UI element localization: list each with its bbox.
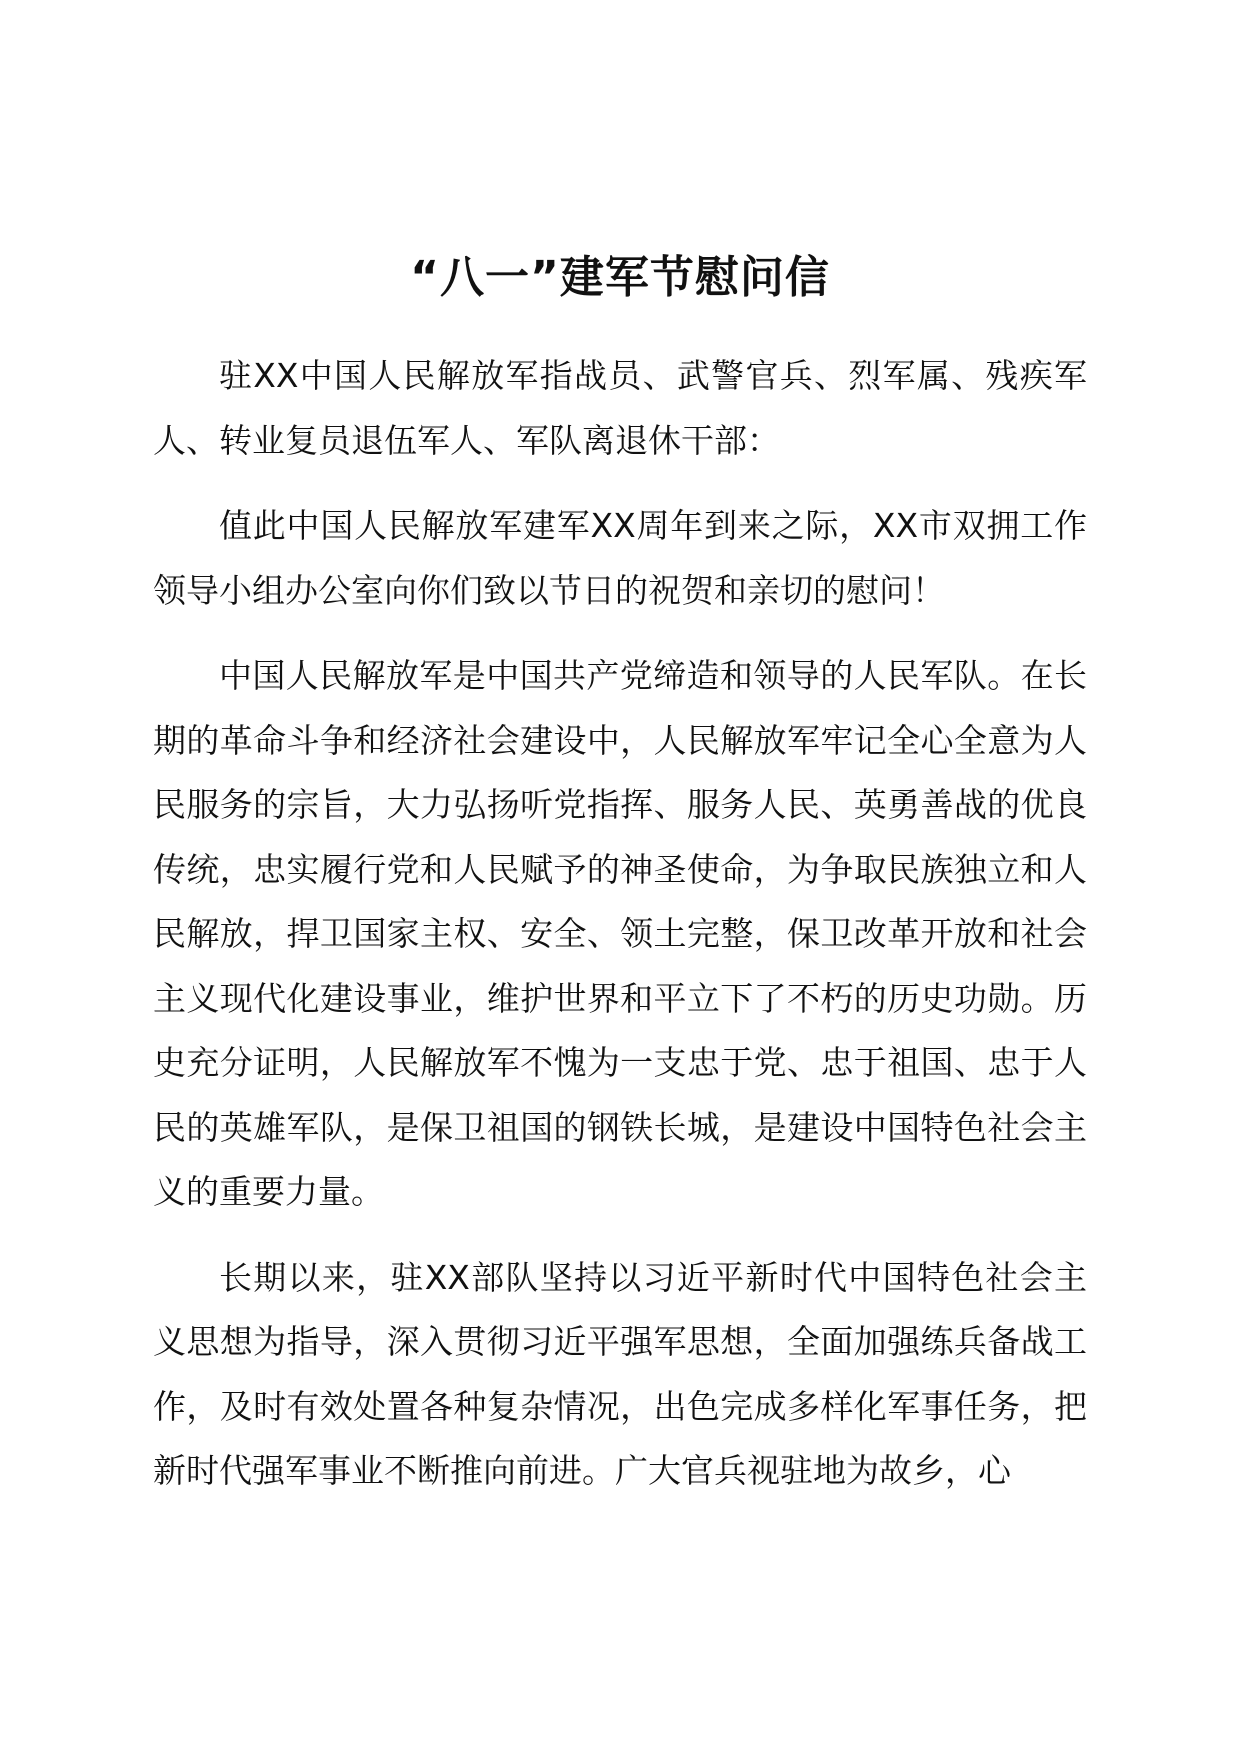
greeting-paragraph: 值此中国人民解放军建军XX周年到来之际，XX市双拥工作领导小组办公室向你们致以节日的祝贺和亲切的慰问！ xyxy=(153,506,1087,610)
letter-title: “八一”建军节慰问信 xyxy=(410,252,830,303)
letter-body xyxy=(153,344,1087,1525)
salutation-paragraph: 驻XX中国人民解放军指战员、武警官兵、烈军属、残疾军人、转业复员退伍军人、军队离退休干部： xyxy=(153,356,1087,460)
history-paragraph: 中国人民解放军是中国共产党缔造和领导的人民军队。在长期的革命斗争和经济社会建设中，人民解放军牢记全心全意为人民服务的宗旨，大力弘扬听党指挥、服务人民、英勇善战的优良传统，忠实履行党和人民赋予的神圣使命，为争取民族独立和人民解放，捍卫国家主权、安全、领土完整，保卫改革开放和社会主义现代化建设事业，维护世界和平立下了不朽的历史功勋。历史充分证明，人民解放军不愧为一支忠于党、忠于祖国、忠于人民的英雄军队，是保卫祖国的钢铁长城，是建设中国特色社会主义的重要力量。 xyxy=(153,656,1087,1211)
local-troops-paragraph: 长期以来，驻XX部队坚持以习近平新时代中国特色社会主义思想为指导，深入贯彻习近平强军思想，全面加强练兵备战工作，及时有效处置各种复杂情况，出色完成多样化军事任务，把新时代强军事业不断推向前进。广大官兵视驻地为故乡，心 xyxy=(153,1257,1087,1490)
